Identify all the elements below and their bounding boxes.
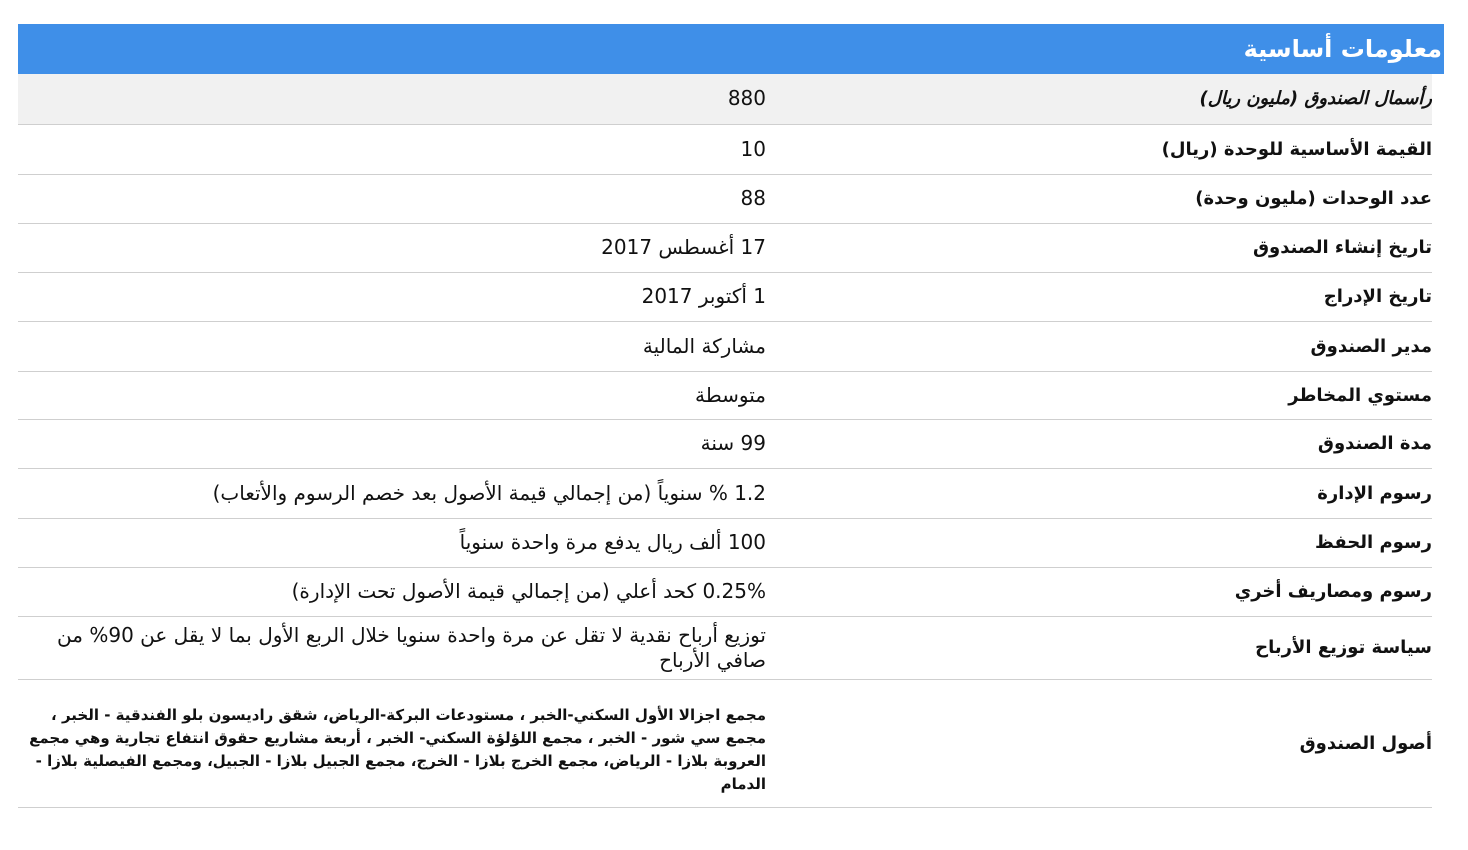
table-row — [18, 679, 1432, 807]
row-value: 1.2 % سنوياً (من إجمالي قيمة الأصول بعد خصم الرسوم والأتعاب) — [18, 468, 768, 518]
table-row — [18, 468, 1432, 518]
row-label: تاريخ الإدراج — [768, 272, 1432, 321]
row-label: رأسمال الصندوق (مليون ريال) — [768, 74, 1432, 124]
table-row — [18, 321, 1432, 371]
table-row — [18, 223, 1432, 272]
basic-info-panel — [18, 24, 1444, 808]
table-row — [18, 74, 1432, 124]
row-label: تاريخ إنشاء الصندوق — [768, 223, 1432, 272]
table-row — [18, 518, 1432, 567]
row-value: 88 — [18, 174, 768, 223]
row-label: مدة الصندوق — [768, 419, 1432, 468]
row-label: عدد الوحدات (مليون وحدة) — [768, 174, 1432, 223]
row-value: 1 أكتوبر 2017 — [18, 272, 768, 321]
row-value: توزيع أرباح نقدية لا تقل عن مرة واحدة سنويا خلال الربع الأول بما لا يقل عن 90% من صافي الأرباح — [18, 616, 768, 679]
table-row — [18, 419, 1432, 468]
table-row — [18, 616, 1432, 679]
row-value: 99 سنة — [18, 419, 768, 468]
row-label: القيمة الأساسية للوحدة (ريال) — [768, 124, 1432, 174]
table-row — [18, 567, 1432, 616]
table-row — [18, 371, 1432, 419]
row-label: مستوي المخاطر — [768, 371, 1432, 419]
table-row — [18, 124, 1432, 174]
row-label: رسوم الحفظ — [768, 518, 1432, 567]
row-value: مشاركة المالية — [18, 321, 768, 371]
row-value: 17 أغسطس 2017 — [18, 223, 768, 272]
row-label: مدير الصندوق — [768, 321, 1432, 371]
fund-info-table — [18, 74, 1432, 808]
row-label: رسوم ومصاريف أخري — [768, 567, 1432, 616]
row-label: رسوم الإدارة — [768, 468, 1432, 518]
row-value: متوسطة — [18, 371, 768, 419]
section-title: معلومات أساسية — [18, 24, 1444, 74]
row-value: مجمع اجزالا الأول السكني-الخبر ، مستودعات البركة-الرياض، شقق راديسون بلو الفندقية - الخبر ، مجمع سي شور - الخبر ، مجمع اللؤلؤة السكني- الخبر ، أربعة مشاريع حقوق انتفاع تجارية وهي مجمع العروبة بلازا - الرياض، مجمع الخرج بلازا - الخرج، مجمع الجبيل بلازا - الجبيل، ومجمع الفيصلية بلازا - الدمام — [18, 679, 768, 807]
row-value: 100 ألف ريال يدفع مرة واحدة سنوياً — [18, 518, 768, 567]
row-value: 880 — [18, 74, 768, 124]
row-value: 10 — [18, 124, 768, 174]
table-row — [18, 174, 1432, 223]
row-value: 0.25% كحد أعلي (من إجمالي قيمة الأصول تحت الإدارة) — [18, 567, 768, 616]
row-label: سياسة توزيع الأرباح — [768, 616, 1432, 679]
row-label: أصول الصندوق — [768, 679, 1432, 807]
table-row — [18, 272, 1432, 321]
